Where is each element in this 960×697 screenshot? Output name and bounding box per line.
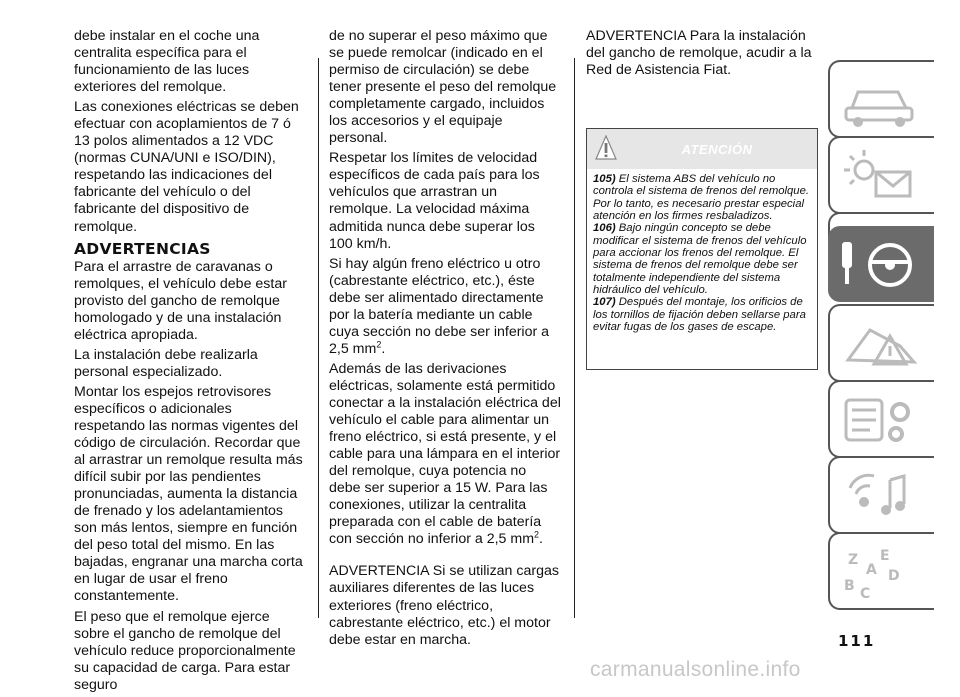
- warning-title: ATENCIÓN: [681, 142, 753, 157]
- svg-text:E: E: [880, 548, 890, 564]
- note-number: 107): [593, 296, 616, 309]
- warning-box: [586, 128, 818, 370]
- tab-lights-messages[interactable]: [828, 136, 934, 214]
- page-number: 111: [838, 632, 876, 650]
- section-heading: ADVERTENCIAS: [74, 239, 211, 258]
- paragraph-text: Además de las derivaciones eléctricas, solamente está permitido conectar a la instalación eléctrica del vehículo el cable para alimentar un freno eléctrico, si está presente, y el cable para una lámpara en el interior del remolque, cuya potencia no debe ser superior a 15 W. Para las conexiones, utilizar la centralita preparada con el cable de batería con sección no inferior a 2,5 mm: [329, 360, 561, 548]
- paragraph: de no superar el peso máximo que se puede remolcar (indicado en el permiso de circulación) se debe tener presente el peso del remolque completamente cargado, incluidos los accesorios y el equipaje personal.: [329, 28, 557, 147]
- svg-text:D: D: [888, 568, 900, 584]
- tab-maintenance[interactable]: [828, 380, 934, 458]
- superscript: 2: [376, 339, 382, 350]
- text-column-3: [586, 28, 818, 82]
- svg-text:Z: Z: [848, 552, 859, 568]
- superscript: 2: [534, 529, 540, 540]
- warning-body: [593, 173, 811, 333]
- tab-multimedia[interactable]: [828, 456, 934, 534]
- column-divider: [574, 58, 575, 618]
- warning-item: [593, 222, 811, 296]
- column-divider: [318, 58, 319, 618]
- tab-car[interactable]: [828, 60, 934, 138]
- note-number: 105): [593, 173, 616, 185]
- paragraph: [329, 256, 561, 358]
- note-text: El sistema ABS del vehículo no controla el sistema de frenos del remolque. Por lo tanto, es necesario prestar especial atención en los firmes resbaladizos.: [593, 173, 810, 223]
- wrench-gear-icon: [830, 382, 934, 456]
- tab-emergency[interactable]: [828, 304, 934, 382]
- tab-starting-driving[interactable]: [828, 226, 934, 302]
- paragraph: debe instalar en el coche una centralita específica para el funcionamiento de las luces exteriores del remolque.: [74, 28, 260, 96]
- paragraph: La instalación debe realizarla personal especializado.: [74, 346, 258, 380]
- paragraph: Montar los espejos retrovisores específicos o adicionales respetando las normas vigentes del código de circulación. Recordar que al arrastrar un remolque resulta más difícil subir por las pendientes pronunciadas, aumenta la distancia de frenado y los adelantamientos son más lentos, siempre en función del peso total del mismo. En las bajadas, engranar una marcha corta en lugar de usar el freno constantemente.: [74, 383, 303, 605]
- music-signal-icon: [830, 458, 934, 532]
- paragraph: Para el arrastre de caravanas o remolques, el vehículo debe estar provisto del gancho de remolque homologado y de una instalación eléctrica apropiada.: [74, 258, 287, 343]
- car-icon: [830, 62, 934, 136]
- svg-text:B: B: [844, 578, 855, 594]
- paragraph: [329, 361, 561, 549]
- note-number: 106): [593, 222, 616, 235]
- text-column-1: [74, 28, 306, 697]
- paragraph-text: Si hay algún freno eléctrico u otro (cabrestante eléctrico, etc.), éste debe ser alimentado directamente por la batería mediante un cable cuya sección no debe ser inferior a 2,5 mm: [329, 255, 550, 357]
- warning-item: [593, 173, 811, 222]
- warning-header: [587, 129, 817, 169]
- svg-text:C: C: [860, 586, 871, 602]
- note-text: Después del montaje, los orificios de los tornillos de fijación deben sellarse para evitar fugas de los gases de escape.: [593, 296, 806, 334]
- warning-item: [593, 296, 811, 333]
- paragraph: ADVERTENCIA Para la instalación del gancho de remolque, acudir a la Red de Asistencia Fiat.: [586, 28, 812, 79]
- paragraph: ADVERTENCIA Si se utilizan cargas auxiliares diferentes de las luces exteriores (freno eléctrico, cabrestante eléctrico, etc.) el motor debe estar en marcha.: [329, 563, 559, 648]
- svg-text:A: A: [866, 562, 877, 578]
- watermark: carmanualsonline.info: [590, 658, 801, 681]
- sun-mail-icon: [830, 138, 934, 212]
- tab-index[interactable]: [828, 532, 934, 610]
- paragraph-end: .: [381, 340, 386, 357]
- alphabet-index-icon: [830, 534, 934, 608]
- warning-road-icon: [830, 306, 934, 380]
- paragraph-end: .: [539, 531, 543, 548]
- key-steering-wheel-icon: [830, 228, 934, 302]
- note-text: Bajo ningún concepto se debe modificar el sistema de frenos del vehículo para accionar los frenos del remolque. El sistema de frenos del remolque debe ser totalmente independiente del sistema hidráulico del vehículo.: [593, 222, 807, 297]
- paragraph: El peso que el remolque ejerce sobre el gancho de remolque del vehículo reduce proporcionalmente su capacidad de carga. Para estar seguro: [74, 608, 296, 693]
- paragraph: Las conexiones eléctricas se deben efectuar con acoplamientos de 7 ó 13 polos alimentados a 12 VDC (normas CUNA/UNI e ISO/DIN), respetando las indicaciones del fabricante del vehículo o del fabricante del dispositivo de remolque.: [74, 99, 299, 235]
- text-column-2: [329, 28, 561, 652]
- paragraph: Respetar los límites de velocidad específicos de cada país para los vehículos que arrastran un remolque. La velocidad máxima admitida nunca debe superar los 100 km/h.: [329, 150, 540, 252]
